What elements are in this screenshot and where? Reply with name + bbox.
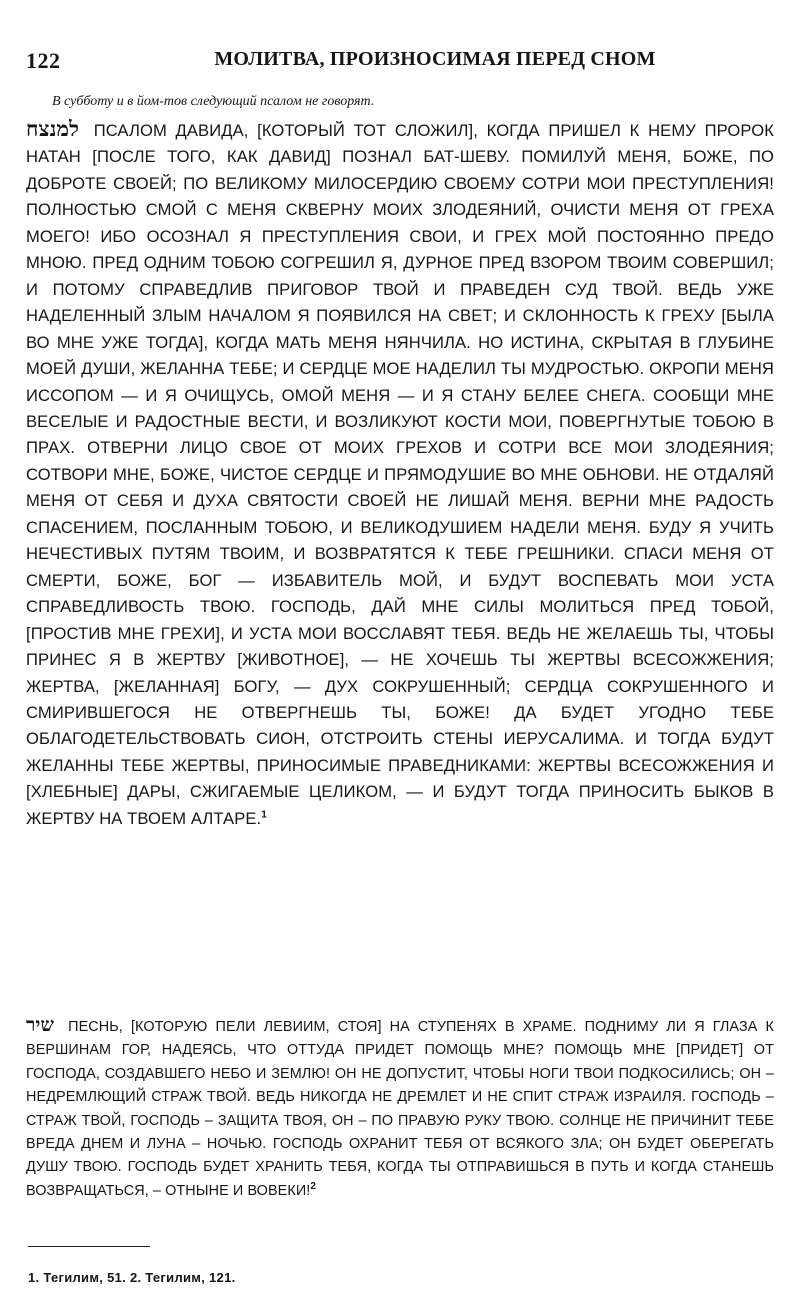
footnote-mark-1: 1 [261,809,267,821]
footnote-mark-2: 2 [310,1181,317,1193]
footnote-divider [28,1246,150,1247]
page-number: 122 [26,48,61,73]
psalm-51-text: ПСАЛОМ ДАВИДА, [КОТОРЫЙ ТОТ СЛОЖИЛ], КОГДА ПРИШЕЛ К НЕМУ ПРОРОК НАТАН [ПОСЛЕ ТОГО, КАК ДАВИД] ПОЗНАЛ БАТ-ШЕВУ. ПОМИЛУЙ МЕНЯ, БОЖЕ, ПО ДОБРОТЕ СВОЕЙ; ПО ВЕЛИКОМУ МИЛОСЕРДИЮ СВОЕМУ СОТРИ МОИ ПРЕСТУПЛЕНИЯ! ПОЛНОСТЬЮ СМОЙ С МЕНЯ СКВЕРНУ МОИХ ЗЛОДЕЯНИЙ, ОЧИСТИ МЕНЯ ОТ ГРЕХА МОЕГО! ИБО ОСОЗНАЛ Я ПРЕСТУПЛЕНИЯ СВОИ, И ГРЕХ МОЙ ПОСТОЯННО ПРЕДО МНОЮ. ПРЕД ОДНИМ ТОБОЮ СОГРЕШИЛ Я, ДУРНОЕ ПРЕД ВЗОРОМ ТВОИМ СОВЕРШИЛ; И ПОТОМУ СПРАВЕДЛИВ ПРИГОВОР ТВОЙ И ПРАВЕДЕН СУД ТВОЙ. ВЕДЬ УЖЕ НАДЕЛЕННЫЙ ЗЛЫМ НАЧАЛОМ Я ПОЯВИЛСЯ НА СВЕТ; И СКЛОННОСТЬ К ГРЕХУ [БЫЛА ВО МНЕ УЖЕ ТОГДА], КОГДА МАТЬ МЕНЯ НЯНЧИЛА. НО ИСТИНА, СКРЫТАЯ В ГЛУБИНЕ МОЕЙ ДУШИ, ЖЕЛАННА ТЕБЕ; И СЕРДЦЕ МОЕ НАДЕЛИЛ ТЫ МУДРОСТЬЮ. ОКРОПИ МЕНЯ ИССОПОМ — И Я ОЧИЩУСЬ, ОМОЙ МЕНЯ — И Я СТАНУ БЕЛЕЕ СНЕГА. СООБЩИ МНЕ ВЕСЕЛЫЕ И РАДОСТНЫЕ ВЕСТИ, И ВОЗЛИКУЮТ КОСТИ МОИ, ПОВЕРГНУТЫЕ ТОБОЮ В ПРАХ. ОТВЕРНИ ЛИЦО СВОЕ ОТ МОИХ ГРЕХОВ И СОТРИ ВСЕ МОИ ЗЛОДЕЯНИЯ; СОТВОРИ МНЕ, БОЖЕ, ЧИСТОЕ СЕРДЦЕ И ПРЯМОДУШИЕ ВО МНЕ ОБНОВИ. НЕ ОТДАЛЯЙ МЕНЯ ОТ СЕБЯ И ДУХА СВЯТОСТИ СВОЕЙ НЕ ЛИШАЙ МЕНЯ. ВЕРНИ МНЕ РАДОСТЬ СПАСЕНИЕМ, ПОСЛАННЫМ ТОБОЮ, И ВЕЛИКОДУШИЕМ НАДЕЛИ МЕНЯ. БУДУ Я УЧИТЬ НЕЧЕСТИВЫХ ПУТЯМ ТВОИМ, И ВОЗВРАТЯТСЯ К ТЕБЕ ГРЕШНИКИ. СПАСИ МЕНЯ ОТ СМЕРТИ, БОЖЕ, БОГ — ИЗБАВИТЕЛЬ МОЙ, И БУДУТ ВОСПЕВАТЬ МОИ УСТА СПРАВЕДЛИВОСТЬ ТВОЮ. ГОСПОДЬ, ДАЙ МНЕ СИЛЫ МОЛИТЬСЯ ПРЕД ТОБОЙ, [ПРОСТИВ МНЕ ГРЕХИ], И УСТА МОИ ВОССЛАВЯТ ТЕБЯ. ВЕДЬ НЕ ЖЕЛАЕШЬ ТЫ, ЧТОБЫ ПРИНЕС Я В ЖЕРТВУ [ЖИВОТНОЕ], — НЕ ХОЧЕШЬ ТЫ ЖЕРТВЫ ВСЕСОЖЖЕНИЯ; ЖЕРТВА, [ЖЕЛАННАЯ] БОГУ, — ДУХ СОКРУШЕННЫЙ; СЕРДЦА СОКРУШЕННОГО И СМИРИВШЕГОСЯ НЕ ОТВЕРГНЕШЬ ТЫ, БОЖЕ! ДА БУДЕТ УГОДНО ТЕБЕ ОБЛАГОДЕТЕЛЬСТВОВАТЬ СИОН, ОТСТРОИТЬ СТЕНЫ ИЕРУСАЛИМА. И ТОГДА БУДУТ ЖЕЛАННЫ ТЕБЕ ЖЕРТВЫ, ПРИНОСИМЫЕ ПРАВЕДНИКАМИ: ЖЕРТВЫ ВСЕСОЖЖЕНИЯ И [ХЛЕБНЫЕ] ДАРЫ, СЖИГАЕМЫЕ ЦЕЛИКОМ, — И БУДУТ ТОГДА ПРИНОСИТЬ БЫКОВ В ЖЕРТВУ НА ТВОЕМ АЛТАРЕ. [26,121,774,828]
psalm-121-text: ПЕСНЬ, [КОТОРУЮ ПЕЛИ ЛЕВИИМ, СТОЯ] НА СТУПЕНЯХ В ХРАМЕ. ПОДНИМУ ЛИ Я ГЛАЗА К ВЕРШИНАМ ГОР, НАДЕЯСЬ, ЧТО ОТТУДА ПРИДЕТ ПОМОЩЬ МНЕ? ПОМОЩЬ МНЕ [ПРИДЕТ] ОТ ГОСПОДА, СОЗДАВШЕГО НЕБО И ЗЕМЛЮ! ОН НЕ ДОПУСТИТ, ЧТОБЫ НОГИ ТВОИ ПОДКОСИЛИСЬ; ОН – НЕДРЕМЛЮЩИЙ СТРАЖ ТВОЙ. ВЕДЬ НИКОГДА НЕ ДРЕМЛЕТ И НЕ СПИТ СТРАЖ ИЗРАИЛЯ. ГОСПОДЬ – СТРАЖ ТВОЙ, ГОСПОДЬ – ЗАЩИТА ТВОЯ, ОН – ПО ПРАВУЮ РУКУ ТВОЮ. СОЛНЦЕ НЕ ПРИЧИНИТ ТЕБЕ ВРЕДА ДНЕМ И ЛУНА – НОЧЬЮ. ГОСПОДЬ ОХРАНИТ ТЕБЯ ОТ ВСЯКОГО ЗЛА; ОН БУДЕТ ОБЕРЕГАТЬ ДУШУ ТВОЮ. ГОСПОДЬ БУДЕТ ХРАНИТЬ ТЕБЯ, КОГДА ТЫ ОТПРАВИШЬСЯ В ПУТЬ И КОГДА СТАНЕШЬ ВОЗВРАЩАТЬСЯ, – ОТНЫНЕ И ВОВЕКИ! [26,1019,774,1199]
footnotes: 1. Тегилим, 51. 2. Тегилим, 121. [28,1270,236,1285]
psalm-121-hebrew-incipit: שיר [26,1014,55,1036]
psalm-121-paragraph [26,1014,774,1203]
running-title: МОЛИТВА, ПРОИЗНОСИМАЯ ПЕРЕД СНОМ [214,48,656,70]
psalm-51-paragraph [26,116,774,832]
psalm-51-hebrew-incipit: למנצח [26,116,80,141]
rubric-note: В субботу и в йом-тов следующий псалом не говорят. [52,94,375,109]
page-header [26,40,774,76]
